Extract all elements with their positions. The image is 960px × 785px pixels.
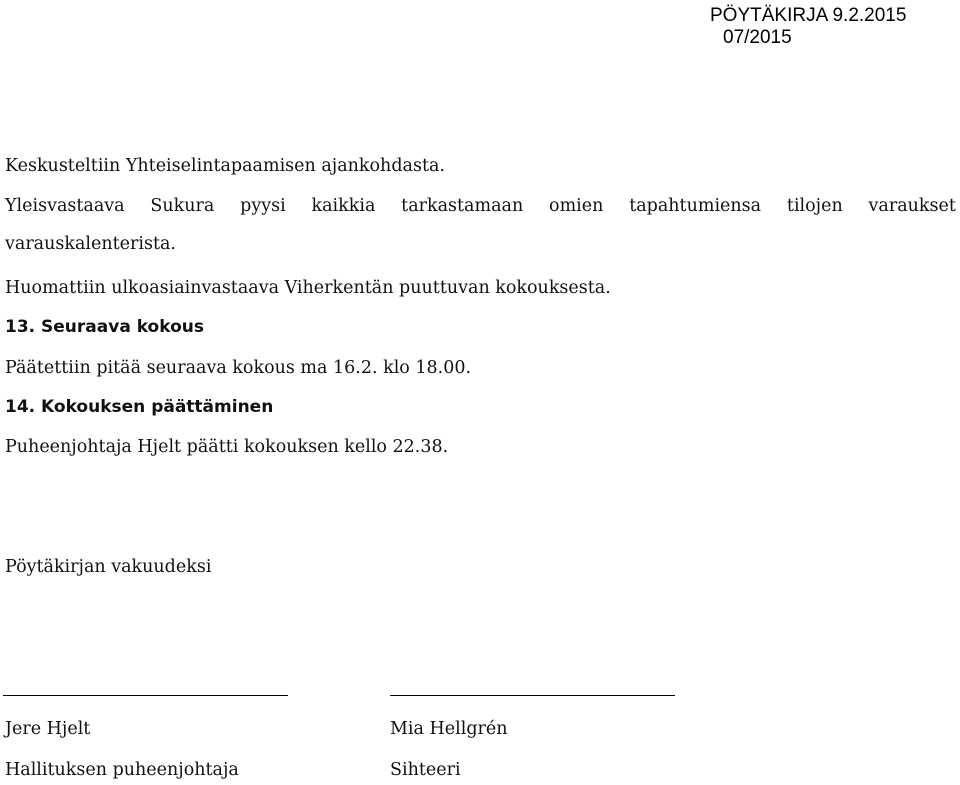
section-heading-14: 14. Kokouksen päättäminen: [5, 397, 274, 417]
document-number: 07/2015: [723, 27, 792, 48]
paragraph-meeting-time: Keskusteltiin Yhteiselintapaamisen ajankohdasta.: [5, 156, 445, 176]
signer-role-secretary: Sihteeri: [390, 760, 461, 780]
word: tarkastamaan: [401, 196, 524, 216]
section-heading-13: 13. Seuraava kokous: [5, 317, 204, 337]
signer-role-chair: Hallituksen puheenjohtaja: [5, 760, 239, 780]
signer-name-secretary: Mia Hellgrén: [390, 719, 508, 739]
word: varaukset: [868, 196, 956, 216]
word: tilojen: [786, 196, 843, 216]
signer-name-chair: Jere Hjelt: [5, 719, 91, 739]
paragraph-next-meeting: Päätettiin pitää seuraava kokous ma 16.2. klo 18.00.: [5, 358, 472, 378]
word: omien: [549, 196, 604, 216]
paragraph-closing: Puheenjohtaja Hjelt päätti kokouksen kello 22.38.: [5, 437, 449, 457]
paragraph-reservations-line: [5, 196, 956, 216]
word: Yleisvastaava: [5, 196, 125, 216]
document-title: PÖYTÄKIRJA 9.2.2015: [710, 5, 907, 26]
word: pyysi: [240, 196, 286, 216]
attestation-heading: Pöytäkirjan vakuudeksi: [5, 557, 212, 577]
signature-line-secretary: [390, 695, 675, 696]
paragraph-absence: Huomattiin ulkoasiainvastaava Viherkentän puuttuvan kokouksesta.: [5, 278, 611, 298]
signature-line-chair: [3, 695, 288, 696]
paragraph-reservations-end: varauskalenterista.: [5, 234, 176, 254]
word: Sukura: [150, 196, 215, 216]
word: tapahtumiensa: [629, 196, 762, 216]
word: kaikkia: [311, 196, 376, 216]
